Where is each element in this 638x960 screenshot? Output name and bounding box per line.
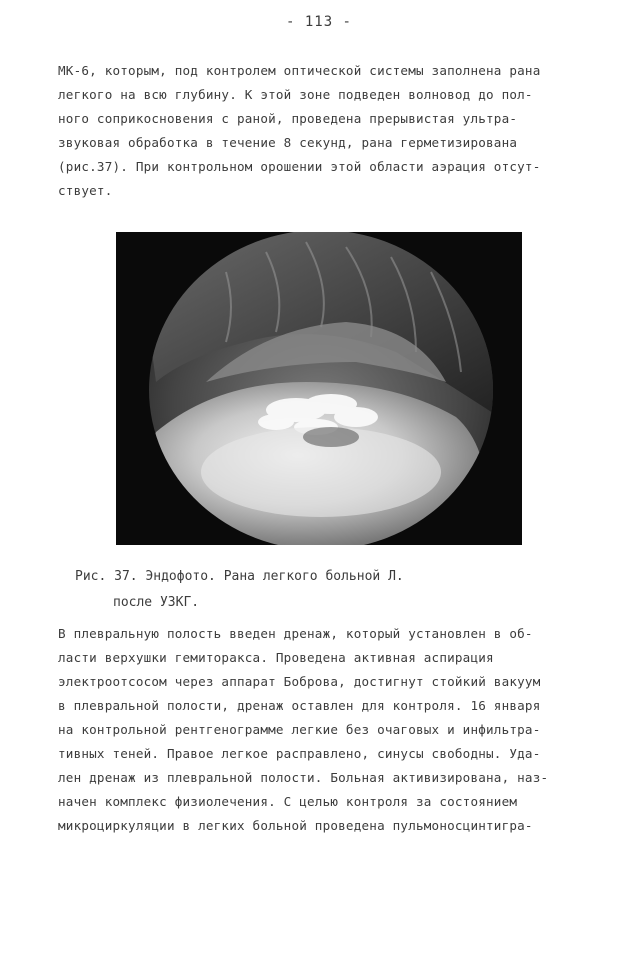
text-line: ного соприкосновения с раной, проведена прерывистая ультра- <box>58 111 518 126</box>
text-line: МК-6, которым, под контролем оптической системы заполнена рана <box>58 63 541 78</box>
text-line: микроциркуляции в легких больной проведена пульмоносцинтигра- <box>58 818 533 833</box>
text-line: электроотсосом через аппарат Боброва, достигнут стойкий вакуум <box>58 674 541 689</box>
paragraph-bottom <box>58 622 592 838</box>
paragraph-top <box>58 59 592 203</box>
text-line: легкого на всю глубину. К этой зоне подведен волновод до пол- <box>58 87 533 102</box>
text-line: В плевральную полость введен дренаж, который установлен в об- <box>58 626 533 641</box>
text-line: звуковая обработка в течение 8 секунд, рана герметизирована <box>58 135 518 150</box>
text-line: лен дренаж из плевральной полости. Больная активизирована, наз- <box>58 770 549 785</box>
page-number: - 113 - <box>285 14 352 30</box>
text-line: на контрольной рентгенограмме легкие без очаговых и инфильтра- <box>58 722 541 737</box>
text-line: начен комплекс физиолечения. С целью контроля за состоянием <box>58 794 518 809</box>
text-line: тивных теней. Правое легкое расправлено, синусы свободны. Уда- <box>58 746 541 761</box>
caption-line: Рис. 37. Эндофото. Рана легкого больной Л. <box>75 569 404 584</box>
figure-caption <box>75 564 404 616</box>
text-line: в плевральной полости, дренаж оставлен для контроля. 16 января <box>58 698 541 713</box>
endoscopic-photo <box>116 232 522 545</box>
text-line: ласти верхушки гемиторакса. Проведена активная аспирация <box>58 650 494 665</box>
text-line: (рис.37). При контрольном орошении этой области аэрация отсут- <box>58 159 541 174</box>
caption-line: после УЗКГ. <box>113 595 200 610</box>
text-line: ствует. <box>58 183 113 198</box>
